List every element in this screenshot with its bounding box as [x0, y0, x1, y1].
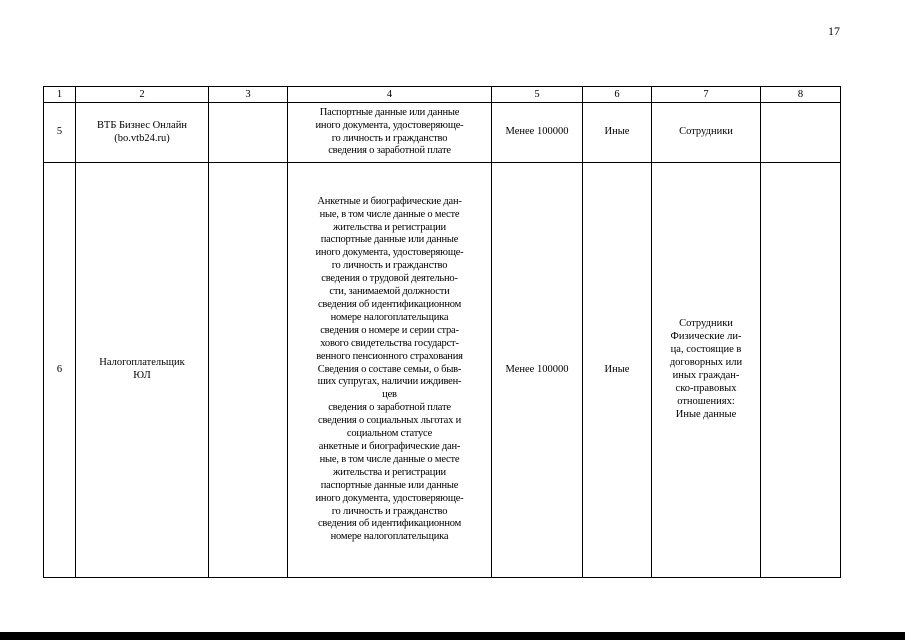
- data-line: го личность и гражданство: [331, 132, 448, 144]
- data-line: номере налогоплательщика: [330, 311, 449, 323]
- header-cell: 3: [209, 87, 288, 103]
- system-name-line: ВТБ Бизнес Онлайн: [97, 119, 187, 131]
- scan-bottom-edge: [0, 632, 905, 640]
- subjects-line: отношениях:: [677, 395, 735, 407]
- data-line: ные, в том числе данные о месте: [319, 453, 460, 465]
- data-line: паспортные данные или данные: [320, 234, 459, 246]
- data-line: сведения об идентификационном: [317, 518, 462, 530]
- volume-cell: Менее 100000: [492, 163, 583, 578]
- header-cell: 6: [583, 87, 652, 103]
- data-line: го личность и гражданство: [331, 260, 448, 272]
- row-number: 5: [44, 103, 76, 163]
- data-line: ные, в том числе данные о месте: [319, 208, 460, 220]
- subjects-cell: [652, 103, 761, 163]
- data-line: венного пенсионного страхования: [316, 350, 463, 362]
- empty-cell: [761, 163, 841, 578]
- data-line: сведения о заработной плате: [328, 402, 451, 414]
- system-name-line: ЮЛ: [133, 370, 151, 381]
- data-categories: [288, 163, 492, 578]
- system-name: [76, 103, 209, 163]
- data-line: анкетные и биографические дан-: [318, 440, 461, 452]
- data-line: номере налогоплательщика: [330, 531, 449, 543]
- header-cell: 7: [652, 87, 761, 103]
- header-cell: 2: [76, 87, 209, 103]
- data-line: го личность и гражданство: [331, 505, 448, 517]
- data-line: социальном статусе: [346, 428, 433, 440]
- subjects-line: договорных или: [669, 357, 743, 369]
- data-line: Паспортные данные или данные: [319, 106, 460, 118]
- data-categories: [288, 103, 492, 163]
- subjects-line: Сотрудники: [679, 126, 733, 138]
- volume-cell: Менее 100000: [492, 103, 583, 163]
- data-line: сведения о заработной плате: [328, 145, 451, 157]
- subjects-line: Иные данные: [675, 408, 737, 420]
- data-line: иного документа, удостоверяюще-: [315, 119, 464, 131]
- system-name-line: Налогоплательщик: [99, 357, 185, 369]
- empty-cell: [761, 103, 841, 163]
- data-line: сведения о социальных льготах и: [318, 415, 461, 427]
- data-line: хового свидетельства государст-: [320, 337, 459, 349]
- data-line: Анкетные и биографические дан-: [317, 195, 462, 207]
- type-cell: Иные: [583, 103, 652, 163]
- table-row: [44, 163, 841, 578]
- empty-cell: [209, 103, 288, 163]
- subjects-line: ско-правовых: [675, 382, 737, 394]
- subjects-line: Сотрудники: [679, 318, 733, 330]
- data-line: Сведения о составе семьи, о быв-: [317, 363, 462, 375]
- data-line: иного документа, удостоверяюще-: [315, 492, 464, 504]
- table-row: [44, 103, 841, 163]
- empty-cell: [209, 163, 288, 578]
- data-line: ших супругах, наличии иждивен-: [317, 376, 462, 388]
- data-line: цев: [382, 389, 397, 401]
- header-cell: 5: [492, 87, 583, 103]
- table-header-row: [44, 87, 841, 103]
- data-line: сведения о номере и серии стра-: [320, 324, 459, 336]
- subjects-line: Физические ли-: [670, 331, 742, 343]
- data-line: сведения об идентификационном: [317, 299, 462, 311]
- row-number: 6: [44, 163, 76, 578]
- subjects-line: ца, состоящие в: [670, 344, 742, 356]
- data-line: паспортные данные или данные: [320, 479, 459, 491]
- type-cell: Иные: [583, 163, 652, 578]
- subjects-line: иных граждан-: [672, 370, 740, 381]
- system-name-line: (bo.vtb24.ru): [114, 132, 170, 144]
- data-line: сти, занимаемой должности: [329, 286, 450, 298]
- data-line: жительства и регистрации: [333, 221, 446, 233]
- subjects-cell: [652, 163, 761, 578]
- data-line: сведения о трудовой деятельно-: [321, 273, 458, 285]
- system-name: [76, 163, 209, 578]
- header-cell: 4: [288, 87, 492, 103]
- data-line: жительства и регистрации: [333, 466, 446, 478]
- page-number: 17: [828, 24, 840, 38]
- header-cell: 1: [44, 87, 76, 103]
- data-line: иного документа, удостоверяюще-: [315, 247, 464, 259]
- header-cell: 8: [761, 87, 841, 103]
- personal-data-systems-table: [43, 86, 841, 578]
